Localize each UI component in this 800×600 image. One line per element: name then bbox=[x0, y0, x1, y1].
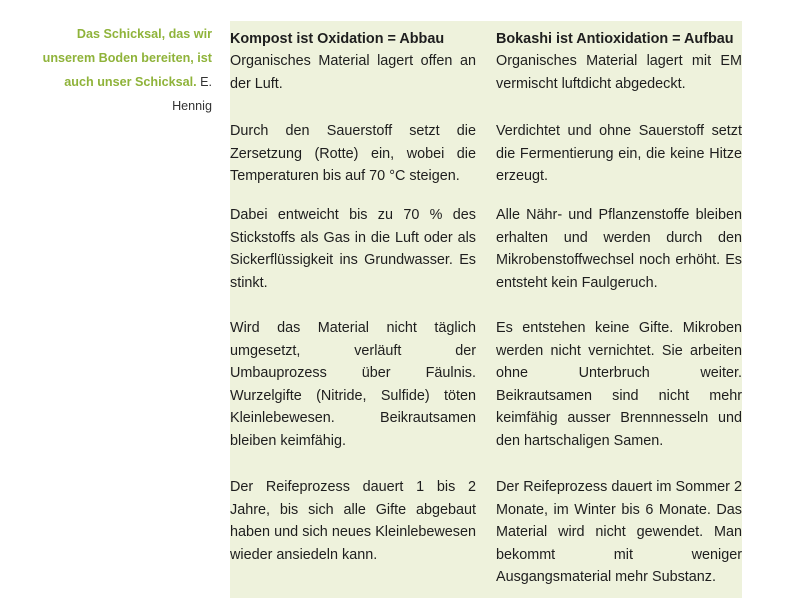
compost-row-3 bbox=[230, 204, 476, 294]
bokashi-row-2 bbox=[496, 120, 742, 188]
comparison-table bbox=[230, 21, 742, 598]
bokashi-row-4 bbox=[496, 317, 742, 452]
bokashi-row-text: Alle Nähr- und Pflanzenstoffe bleiben erhalten und werden durch den Mikrobenstoffwechsel noch erhöht. Es entsteht kein Faulgeruch. bbox=[496, 207, 742, 291]
compost-row-4 bbox=[230, 317, 476, 452]
bokashi-row-text: Es entstehen keine Gifte. Mikroben werden nicht vernichtet. Sie arbeiten ohne Unterbruch weiter. Beikrautsamen sind nicht mehr keimfähig ausser Brennnesseln und den hartschaligen Samen. bbox=[496, 320, 742, 449]
bokashi-column bbox=[496, 28, 742, 585]
compost-row-text: Der Reifeprozess dauert 1 bis 2 Jahre, bis sich alle Gifte abgebaut haben und sich neues Kleinlebewesen wieder ansiedeln kann. bbox=[230, 479, 476, 563]
compost-row-text: Wird das Material nicht täglich umgesetzt, verläuft der Umbauprozess über Fäulnis. Wurzelgifte (Nitride, Sulfide) töten Kleinlebewesen. Beikrautsamen bleiben keimfähig. bbox=[230, 320, 476, 449]
compost-row-text: Organisches Material lagert offen an der Luft. bbox=[230, 53, 476, 92]
compost-column bbox=[230, 28, 476, 563]
bokashi-row-text: Verdichtet und ohne Sauerstoff setzt die Fermentierung ein, die keine Hitze erzeugt. bbox=[496, 123, 742, 184]
bokashi-row-3 bbox=[496, 204, 742, 294]
bokashi-row-5 bbox=[496, 476, 742, 589]
bokashi-row-text: Organisches Material lagert mit EM vermischt luftdicht abgedeckt. bbox=[496, 53, 742, 92]
compost-row-text: Dabei entweicht bis zu 70 % des Stickstoffs als Gas in die Luft oder als Sickerflüssigkeit ins Grundwasser. Es stinkt. bbox=[230, 207, 476, 291]
compost-heading: Kompost ist Oxidation = Abbau bbox=[230, 31, 445, 47]
bokashi-row-text: Der Reifeprozess dauert im Sommer 2 Monate, im Winter bis 6 Monate. Das Material wird nicht gewendet. Man bekommt mit weniger Ausgangsmaterial mehr Substanz. bbox=[496, 479, 742, 585]
quote-text: Das Schicksal, das wir unserem Boden bereiten, ist auch unser Schicksal. bbox=[42, 27, 212, 89]
bokashi-row-1 bbox=[496, 50, 742, 95]
bokashi-heading: Bokashi ist Antioxidation = Aufbau bbox=[496, 31, 734, 47]
compost-row-2 bbox=[230, 120, 476, 188]
compost-row-5 bbox=[230, 476, 476, 566]
compost-row-1 bbox=[230, 50, 476, 95]
sidebar-quote bbox=[40, 22, 212, 118]
compost-row-text: Durch den Sauerstoff setzt die Zersetzung (Rotte) ein, wobei die Temperaturen bis auf 70 °C steigen. bbox=[230, 123, 476, 184]
quote-author: E. Hennig bbox=[172, 75, 212, 113]
